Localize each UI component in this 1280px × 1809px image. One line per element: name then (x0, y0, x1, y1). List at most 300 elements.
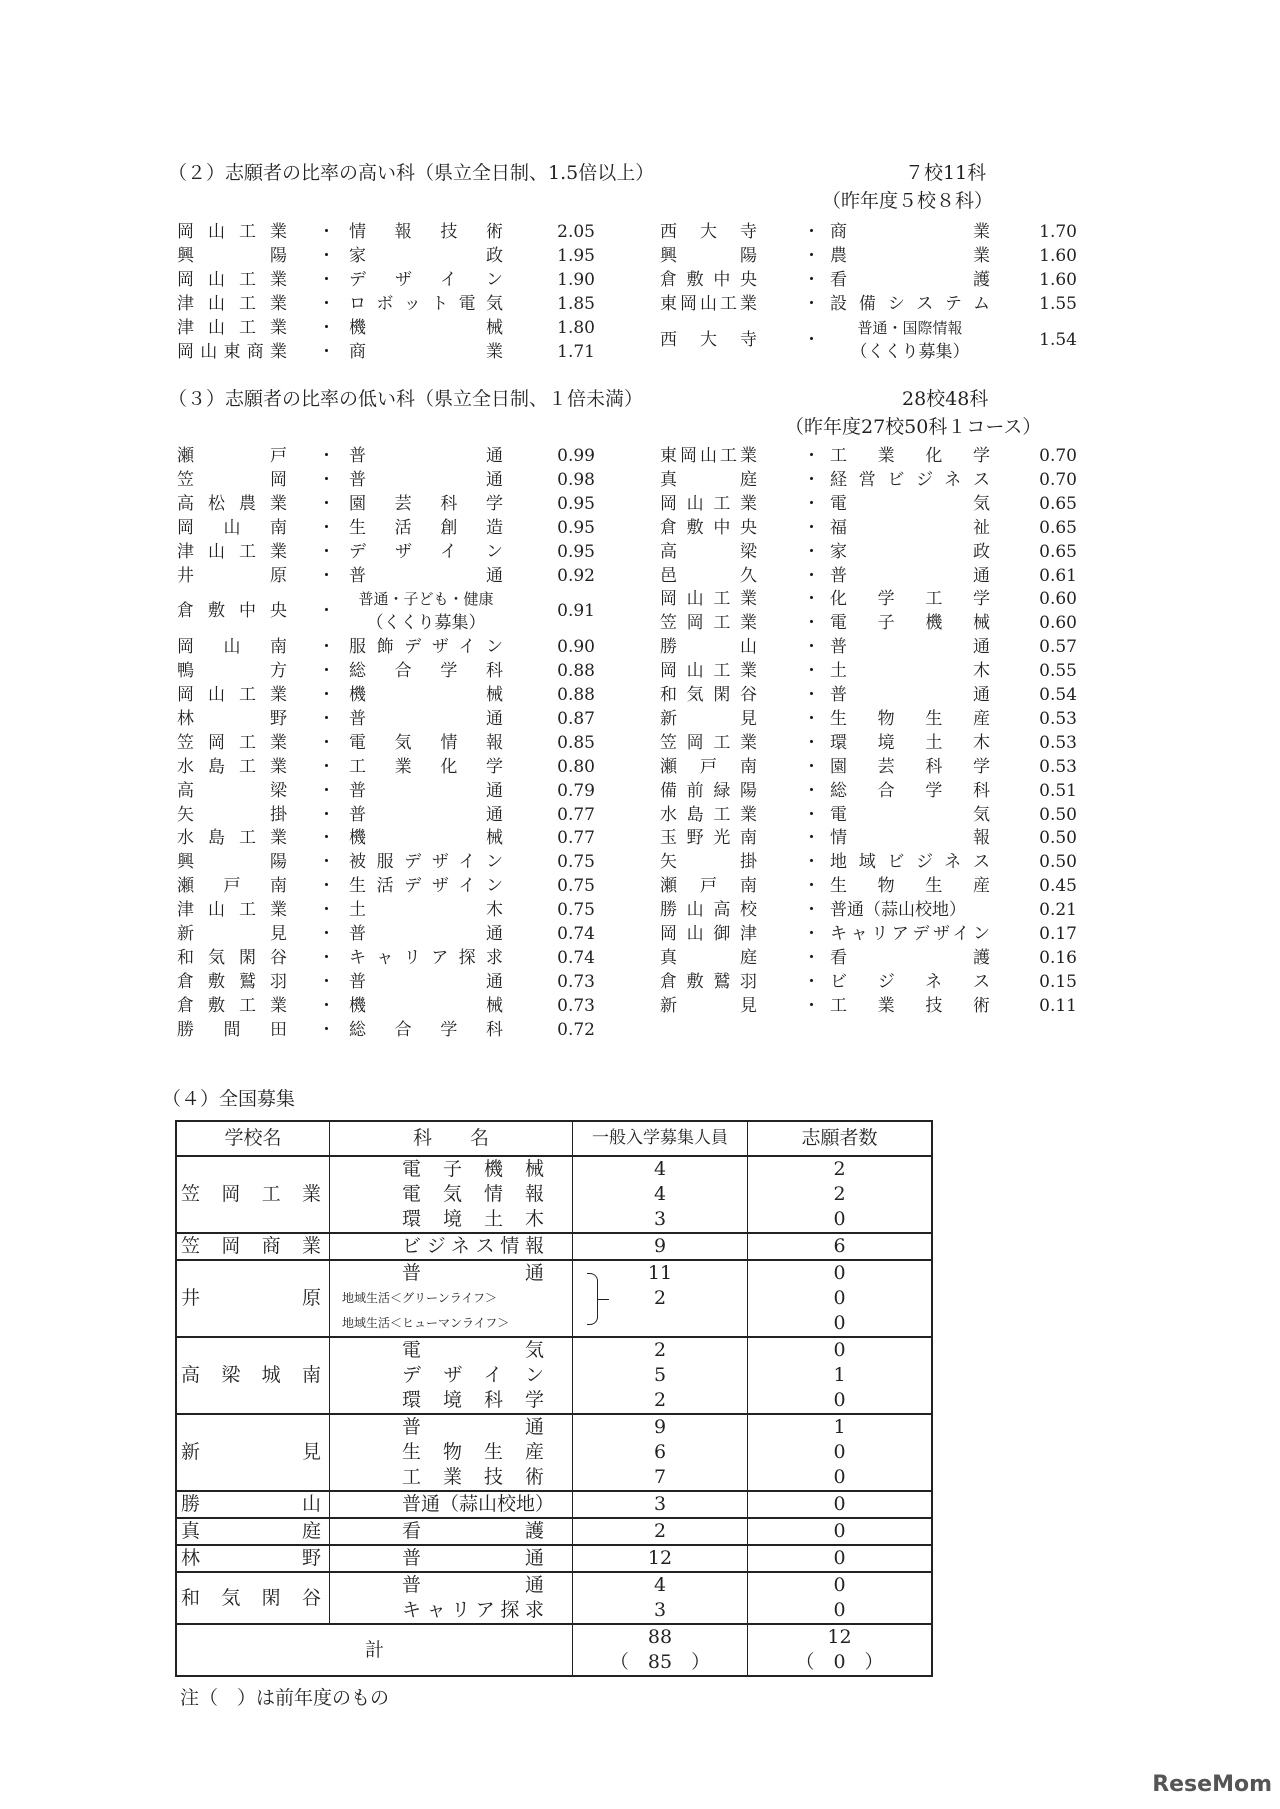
capacity-value: 5 (653, 1364, 667, 1386)
dept-name: 環境科学 (402, 1389, 544, 1411)
ratio-value: 0.95 (557, 493, 595, 514)
dept-name: 生物生産 (830, 708, 990, 729)
separator-dot: ・ (803, 469, 820, 490)
applicants-cell (747, 1234, 931, 1259)
capacity-value: 3 (653, 1208, 667, 1230)
list-item (0, 292, 1280, 316)
ratio-value: 1.55 (1039, 294, 1077, 314)
total-row (177, 1623, 931, 1675)
ratio-value: 0.60 (1039, 613, 1077, 634)
school-name: 岡山工業 (660, 661, 757, 682)
separator-dot: ・ (318, 685, 335, 705)
table-row (177, 1544, 931, 1571)
applicants-cell (747, 1157, 931, 1232)
school-name: 岡山南 (177, 637, 287, 658)
table-row (177, 1336, 931, 1413)
list-item (0, 268, 1280, 292)
applicants-value: 0 (833, 1599, 846, 1621)
school-name: 笠岡工業 (660, 732, 757, 753)
table-row (177, 1155, 931, 1232)
separator-dot: ・ (318, 661, 335, 682)
dept-name: 普通 (349, 565, 503, 586)
dept-name: 普通 (830, 637, 990, 658)
list-item (0, 220, 1280, 244)
dept-name: ビジネス (830, 971, 990, 992)
dept-cell (329, 1415, 572, 1490)
dept-name: 機械 (349, 828, 503, 849)
capacity-cell (572, 1546, 747, 1571)
separator-dot: ・ (803, 270, 820, 290)
capacity-value: 2 (653, 1520, 667, 1542)
ratio-value: 0.75 (557, 876, 595, 897)
school-name: 矢掛 (660, 852, 757, 873)
table-note: 注（ ）は前年度のもの (180, 1687, 390, 1709)
dept-name: 電気 (402, 1339, 544, 1361)
ratio-value: 0.11 (1039, 995, 1077, 1016)
school-name: 岡山工業 (660, 493, 757, 514)
dept-name: 地域生活＜ヒューマンライフ＞ (342, 1316, 510, 1330)
ratio-value: 0.21 (1039, 900, 1077, 921)
separator-dot: ・ (318, 342, 335, 362)
school-name: 水島工業 (177, 828, 287, 849)
school-name: 津山工業 (177, 541, 287, 562)
dept-name: 普通・子ども・健康 (358, 590, 494, 609)
dept-name: 家政 (830, 541, 990, 562)
dept-name: 電気 (830, 804, 990, 825)
separator-dot: ・ (803, 246, 820, 266)
dept-name: 生活創造 (349, 517, 503, 538)
school-cell (177, 1261, 329, 1336)
dept-cell (329, 1573, 572, 1623)
ratio-value: 0.60 (1039, 589, 1077, 610)
separator-dot: ・ (803, 828, 820, 849)
separator-dot: ・ (803, 804, 820, 825)
ratio-value: 0.91 (557, 601, 595, 622)
ratio-value: 0.65 (1039, 493, 1077, 514)
capacity-value: 4 (653, 1158, 667, 1180)
dept-name: 環境土木 (402, 1208, 544, 1230)
separator-dot: ・ (803, 852, 820, 873)
separator-dot: ・ (803, 756, 820, 777)
dept-name: 普通 (349, 469, 503, 490)
column-header: 学校名 (224, 1127, 282, 1149)
capacity-cell (572, 1261, 747, 1336)
school-name: 和気閑谷 (181, 1587, 321, 1609)
school-name: 笠岡 (177, 469, 287, 490)
capacity-value: 3 (653, 1493, 667, 1515)
dept-name: 生物生産 (402, 1441, 544, 1463)
capacity-cell (572, 1234, 747, 1259)
ratio-value: 0.74 (557, 947, 595, 968)
separator-dot: ・ (803, 947, 820, 968)
dept-name: デザイン (349, 270, 503, 290)
dept-name: 普通 (402, 1547, 544, 1569)
dept-name: ロボット電気 (349, 294, 503, 314)
applicants-cell (747, 1415, 931, 1490)
capacity-value: 2 (653, 1287, 667, 1309)
dept-name: 普通（蒜山校地） (830, 900, 966, 921)
school-name: 瀬戸 (177, 446, 287, 466)
ratio-value: 0.17 (1039, 924, 1077, 944)
dept-name: 普通 (349, 780, 503, 801)
separator-dot: ・ (318, 852, 335, 873)
separator-dot: ・ (803, 294, 820, 314)
ratio-value: 0.70 (1039, 469, 1077, 490)
separator-dot: ・ (803, 995, 820, 1016)
dept-cell (329, 1546, 572, 1571)
school-name: 倉敷工業 (177, 995, 287, 1016)
school-name: 高松農業 (177, 493, 287, 514)
dept-cell (329, 1261, 572, 1336)
dept-cell (329, 1157, 572, 1232)
dept-cell (329, 1338, 572, 1413)
dept-name: 服飾デザイン (349, 637, 503, 658)
dept-name: 工業技術 (830, 995, 990, 1016)
ratio-value: 0.54 (1039, 685, 1077, 705)
total-applicants-cell (747, 1625, 931, 1675)
list-item (0, 683, 1280, 707)
dept-name: 環境土木 (830, 732, 990, 753)
school-name: 新見 (181, 1441, 321, 1463)
dept-name: 普通 (830, 685, 990, 705)
dept-name: 総合学科 (830, 780, 990, 801)
school-name: 瀬戸南 (660, 756, 757, 777)
school-name: 岡山東商業 (177, 342, 287, 362)
school-name: 東岡山工業 (660, 294, 757, 314)
dept-name: キャリア探求 (349, 947, 503, 968)
list-item (0, 468, 1280, 492)
dept-name: 工業技術 (402, 1466, 544, 1488)
school-name: 和気閑谷 (660, 685, 757, 705)
ratio-value: 0.50 (1039, 804, 1077, 825)
applicants-value: 1 (833, 1364, 846, 1386)
applicants-value: 0 (833, 1441, 846, 1463)
school-name: 笠岡工業 (181, 1183, 321, 1205)
dept-name: 情報 (830, 828, 990, 849)
ratio-value: 0.53 (1039, 732, 1077, 753)
dept-cell (329, 1519, 572, 1544)
column-header: 科 名 (329, 1122, 572, 1155)
capacity-cell (572, 1415, 747, 1490)
dept-name: 機械 (349, 995, 503, 1016)
table-row (177, 1517, 931, 1544)
school-cell (177, 1546, 329, 1571)
separator-dot: ・ (803, 732, 820, 753)
dept-name: 経営ビジネス (830, 469, 990, 490)
school-name: 興陽 (177, 246, 287, 266)
school-cell (177, 1234, 329, 1259)
separator-dot: ・ (318, 780, 335, 801)
ratio-value: 0.50 (1039, 828, 1077, 849)
applicants-cell (747, 1492, 931, 1517)
capacity-cell (572, 1157, 747, 1232)
capacity-value: 2 (653, 1389, 667, 1411)
separator-dot: ・ (803, 637, 820, 658)
applicants-value: 1 (833, 1416, 846, 1438)
dept-name: 普通（蒜山校地） (402, 1493, 555, 1515)
list-item (0, 850, 1280, 874)
dept-name: 総合学科 (349, 661, 503, 682)
ratio-value: 0.99 (557, 446, 595, 466)
dept-name: 工業化学 (349, 756, 503, 777)
list-item (0, 659, 1280, 683)
school-name: 岡山南 (177, 517, 287, 538)
ratio-value: 0.77 (557, 828, 595, 849)
separator-dot: ・ (318, 469, 335, 490)
dept-name: 情報技術 (349, 222, 503, 242)
applicants-value: 0 (833, 1493, 846, 1515)
ratio-value: 0.88 (557, 685, 595, 705)
separator-dot: ・ (318, 541, 335, 562)
separator-dot: ・ (318, 637, 335, 658)
list-item (0, 516, 1280, 540)
ratio-value: 0.65 (1039, 517, 1077, 538)
ratio-value: 0.80 (557, 756, 595, 777)
ratio-value: 0.79 (557, 780, 595, 801)
dept-name: 土木 (349, 900, 503, 921)
separator-dot: ・ (803, 971, 820, 992)
school-name: 西大寺 (660, 330, 757, 350)
applicants-cell (747, 1338, 931, 1413)
dept-name: 看護 (830, 947, 990, 968)
school-name: 岡山工業 (660, 589, 757, 610)
ratio-value: 0.50 (1039, 852, 1077, 873)
ratio-value: 1.60 (1039, 246, 1077, 266)
list-item (0, 244, 1280, 268)
separator-dot: ・ (803, 541, 820, 562)
dept-name: 看護 (830, 270, 990, 290)
applicants-cell (747, 1261, 931, 1336)
applicants-value: 0 (833, 1262, 846, 1284)
school-cell (177, 1573, 329, 1623)
dept-name: 福祉 (830, 517, 990, 538)
dept-name: 普通 (830, 565, 990, 586)
list-item (0, 540, 1280, 564)
school-name: 勝間田 (177, 1019, 287, 1040)
applicants-cell (747, 1573, 931, 1623)
ratio-value: 0.77 (557, 804, 595, 825)
ratio-value: 0.51 (1039, 780, 1077, 801)
separator-dot: ・ (803, 685, 820, 705)
applicants-value: 0 (833, 1520, 846, 1542)
school-name: 水島工業 (660, 804, 757, 825)
separator-dot: ・ (803, 446, 820, 466)
school-name: 東岡山工業 (660, 446, 757, 466)
capacity-value: 7 (653, 1466, 667, 1488)
list-item (0, 635, 1280, 659)
school-cell (177, 1415, 329, 1490)
school-name: 津山工業 (177, 318, 287, 338)
dept-name: 電子機械 (402, 1158, 544, 1180)
school-name: 井原 (177, 565, 287, 586)
total-label: 計 (364, 1639, 384, 1661)
national-recruitment-table (175, 1120, 933, 1677)
ratio-value: 0.57 (1039, 637, 1077, 658)
applicants-value: 0 (833, 1574, 846, 1596)
separator-dot: ・ (318, 900, 335, 921)
section4-title: （４）全国募集 (162, 1088, 296, 1110)
ratio-value: 0.53 (1039, 708, 1077, 729)
school-name: 真庭 (181, 1520, 321, 1542)
school-name: 津山工業 (177, 294, 287, 314)
list-item (0, 587, 1280, 611)
list-item (0, 444, 1280, 468)
school-name: 林野 (181, 1547, 321, 1569)
capacity-cell (572, 1338, 747, 1413)
school-cell (177, 1519, 329, 1544)
dept-name: 農業 (830, 246, 990, 266)
ratio-value: 0.15 (1039, 971, 1077, 992)
separator-dot: ・ (318, 995, 335, 1016)
table-row (177, 1232, 931, 1259)
school-name: 井原 (181, 1287, 321, 1309)
separator-dot: ・ (803, 613, 820, 634)
separator-dot: ・ (318, 971, 335, 992)
school-name: 備前緑陽 (660, 780, 757, 801)
separator-dot: ・ (318, 947, 335, 968)
list-item (0, 994, 1280, 1018)
capacity-value: 11 (647, 1262, 673, 1284)
separator-dot: ・ (318, 565, 335, 586)
resemom-logo: ReseMom (1152, 1772, 1272, 1797)
school-name: 笠岡工業 (177, 732, 287, 753)
capacity-value (573, 1311, 747, 1336)
ratio-value: 0.45 (1039, 876, 1077, 897)
separator-dot: ・ (318, 924, 335, 944)
ratio-value: 0.85 (557, 732, 595, 753)
ratio-value: 0.92 (557, 565, 595, 586)
school-name: 新見 (660, 708, 757, 729)
applicants-value: 0 (833, 1389, 846, 1411)
total-applicants-prev: （ 0 ） (795, 1651, 884, 1673)
school-name: 岡山工業 (177, 222, 287, 242)
list-item (0, 492, 1280, 516)
list-item (0, 898, 1280, 922)
ratio-value: 0.75 (557, 900, 595, 921)
dept-name: 園芸科学 (830, 756, 990, 777)
separator-dot: ・ (803, 708, 820, 729)
ratio-value: 0.87 (557, 708, 595, 729)
school-name: 勝山高校 (660, 900, 757, 921)
list-item (0, 611, 1280, 635)
capacity-value: 4 (653, 1574, 667, 1596)
school-name: 矢掛 (177, 804, 287, 825)
school-name: 瀬戸南 (177, 876, 287, 897)
table-row (177, 1490, 931, 1517)
dept-name: 工業化学 (830, 446, 990, 466)
separator-dot: ・ (318, 756, 335, 777)
dept-name: 被服デザイン (349, 852, 503, 873)
ratio-value: 1.80 (557, 318, 595, 338)
list-item (0, 970, 1280, 994)
list-item (0, 946, 1280, 970)
table-row (177, 1571, 931, 1623)
dept-name: 普通・国際情報 (857, 319, 963, 337)
total-capacity-prev: （ 85 ） (609, 1651, 711, 1673)
dept-name: 機械 (349, 685, 503, 705)
school-name: 林野 (177, 708, 287, 729)
applicants-value: 0 (833, 1547, 846, 1569)
ratio-value: 1.90 (557, 270, 595, 290)
separator-dot: ・ (803, 900, 820, 921)
school-name: 勝山 (660, 637, 757, 658)
list-item (0, 922, 1280, 946)
school-name: 玉野光南 (660, 828, 757, 849)
applicants-value: 2 (833, 1158, 846, 1180)
applicants-cell (747, 1546, 931, 1571)
separator-dot: ・ (318, 1019, 335, 1040)
separator-dot: ・ (318, 828, 335, 849)
school-name: 水島工業 (177, 756, 287, 777)
school-cell (177, 1338, 329, 1413)
dept-name: 電気 (830, 493, 990, 514)
list-item (0, 803, 1280, 827)
separator-dot: ・ (318, 446, 335, 466)
ratio-value: 0.16 (1039, 947, 1077, 968)
dept-name: 普通 (402, 1574, 544, 1596)
separator-dot: ・ (803, 493, 820, 514)
separator-dot: ・ (318, 270, 335, 290)
separator-dot: ・ (803, 661, 820, 682)
ratio-value: 0.90 (557, 637, 595, 658)
list-item (0, 1018, 1280, 1042)
separator-dot: ・ (318, 294, 335, 314)
table-row (177, 1413, 931, 1490)
school-name: 真庭 (660, 469, 757, 490)
total-capacity-cell (572, 1625, 747, 1675)
capacity-value: 4 (653, 1183, 667, 1205)
dept-name: 土木 (830, 661, 990, 682)
list-item (0, 564, 1280, 588)
separator-dot: ・ (803, 589, 820, 610)
dept-name: キャリアデザイン (830, 924, 990, 944)
separator-dot: ・ (318, 246, 335, 266)
school-name: 勝山 (181, 1493, 321, 1515)
ratio-value: 0.98 (557, 469, 595, 490)
dept-cell (329, 1492, 572, 1517)
capacity-cell (572, 1492, 747, 1517)
dept-name: 商業 (830, 222, 990, 242)
dept-name: 化学工学 (830, 589, 990, 610)
separator-dot: ・ (803, 924, 820, 944)
dept-name: デザイン (349, 541, 503, 562)
capacity-value: 9 (653, 1416, 667, 1438)
dept-name: 地域ビジネス (830, 852, 990, 873)
separator-dot: ・ (318, 732, 335, 753)
capacity-cell (572, 1519, 747, 1544)
ratio-value: 0.53 (1039, 756, 1077, 777)
dept-name: デザイン (402, 1364, 544, 1386)
school-name: 新見 (177, 924, 287, 944)
applicants-cell (747, 1519, 931, 1544)
school-name: 西大寺 (660, 222, 757, 242)
dept-name: 普通 (349, 446, 503, 466)
total-applicants: 12 (827, 1626, 852, 1648)
ratio-value: 0.73 (557, 971, 595, 992)
column-header: 一般入学募集人員 (572, 1122, 747, 1155)
school-name: 高梁城南 (181, 1364, 321, 1386)
separator-dot: ・ (803, 565, 820, 586)
ratio-value: 0.95 (557, 541, 595, 562)
ratio-value: 1.85 (557, 294, 595, 314)
separator-dot: ・ (803, 517, 820, 538)
section2-count: ７校11科 (905, 162, 987, 184)
dept-name: 機械 (349, 318, 503, 338)
dept-note: （くくり募集） (366, 613, 486, 634)
dept-name: 普通 (349, 708, 503, 729)
dept-cell (329, 1234, 572, 1259)
applicants-value: 2 (833, 1183, 846, 1205)
